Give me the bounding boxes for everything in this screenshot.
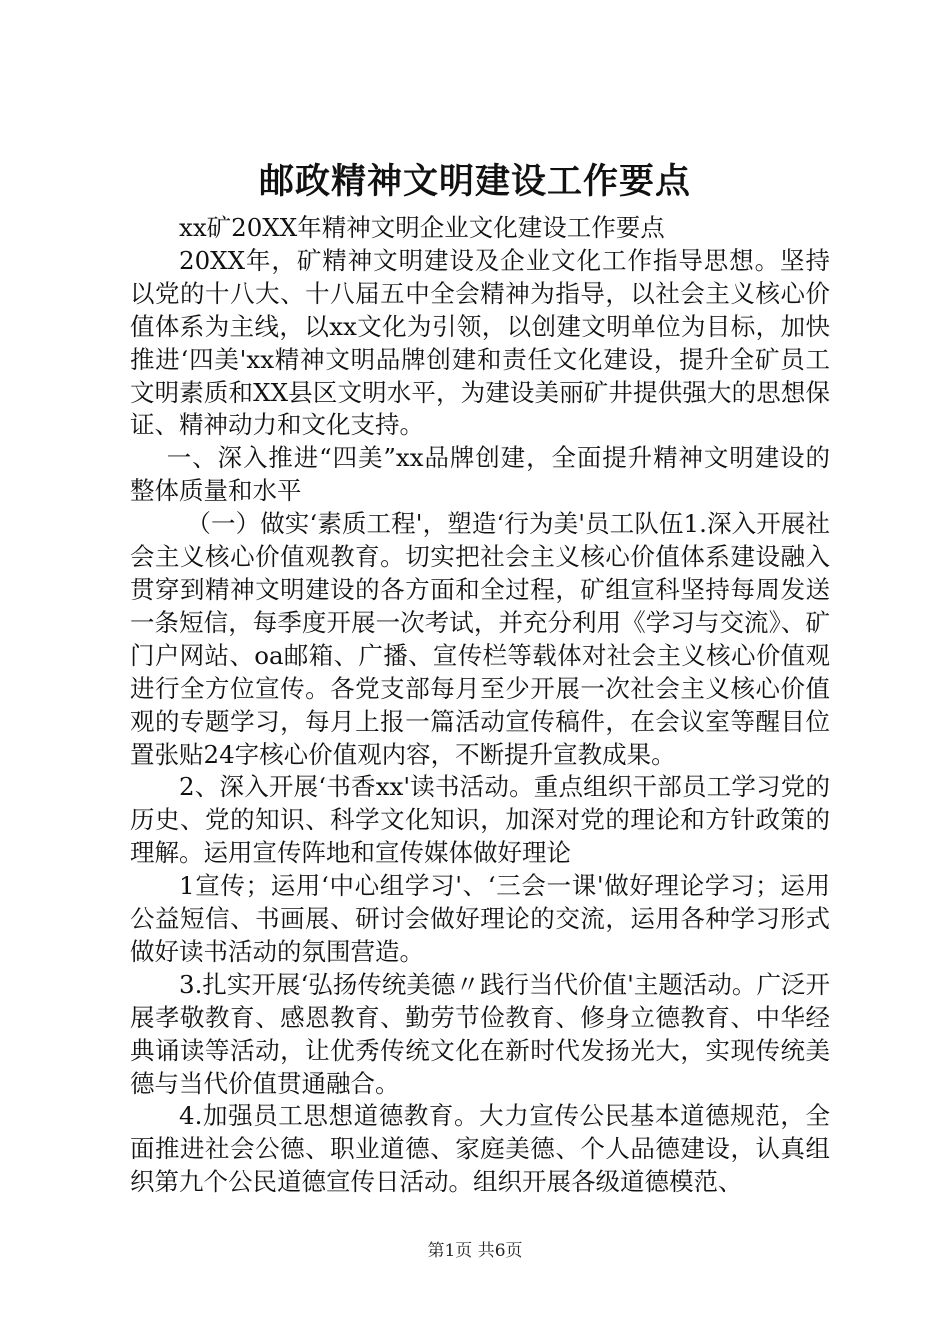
paragraph-moral-education: 4.加强员工思想道德教育。大力宣传公民基本道德规范，全面推进社会公德、职业道德、家庭美德、个人品德建设，认真组织第九个公民道德宣传日活动。组织开展各级道德模范、 xyxy=(130,1101,830,1197)
document-body xyxy=(130,212,830,1199)
paragraph-quality-project: （一）做实‘素质工程'，塑造‘行为美'员工队伍1.深入开展社会主义核心价值观教育。切实把社会主义核心价值体系建设融入贯穿到精神文明建设的各方面和全过程，矿组宣科坚持每周发送一条短信，每季度开展一次考试，并充分利用《学习与交流》、矿门户网站、oa邮箱、广播、宣传栏等载体对社会主义核心价值观进行全方位宣传。各党支部每月至少开展一次社会主义核心价值观的专题学习，每月上报一篇活动宣传稿件，在会议室等醒目位置张贴24字核心价值观内容，不断提升宣教成果。 xyxy=(130,509,830,769)
page-footer: 第1页 共6页 xyxy=(427,1241,523,1261)
paragraph-subtitle: xx矿20XX年精神文明企业文化建设工作要点 xyxy=(179,213,665,242)
paragraph-reading-activity: 2、深入开展‘书香xx'读书活动。重点组织干部员工学习党的历史、党的知识、科学文化知识，加深对党的理论和方针政策的理解。运用宣传阵地和宣传媒体做好理论 xyxy=(130,772,830,868)
paragraph-guiding-thought: 20XX年，矿精神文明建设及企业文化工作指导思想。坚持以党的十八大、十八届五中全会精神为指导，以社会主义核心价值体系为主线，以xx文化为引领，以创建文明单位为目标，加快推进‘四美'xx精神文明品牌创建和责任文化建设，提升全矿员工文明素质和XX县区文明水平，为建设美丽矿井提供强大的思想保证、精神动力和文化支持。 xyxy=(130,245,830,440)
paragraph-section-one-heading: 一、深入推进“四美”xx品牌创建，全面提升精神文明建设的整体质量和水平 xyxy=(130,443,830,506)
document-title: 邮政精神文明建设工作要点 xyxy=(258,161,691,202)
paragraph-publicity: 1宣传；运用‘中心组学习'、‘三会一课'做好理论学习；运用公益短信、书画展、研讨会做好理论的交流，运用各种学习形式做好读书活动的氛围营造。 xyxy=(130,871,830,966)
paragraph-traditional-virtues: 3.扎实开展‘弘扬传统美德〃践行当代价值'主题活动。广泛开展孝敬教育、感恩教育、勤劳节俭教育、修身立德教育、中华经典诵读等活动，让优秀传统文化在新时代发扬光大，实现传统美德与当代价值贯通融合。 xyxy=(130,969,830,1098)
